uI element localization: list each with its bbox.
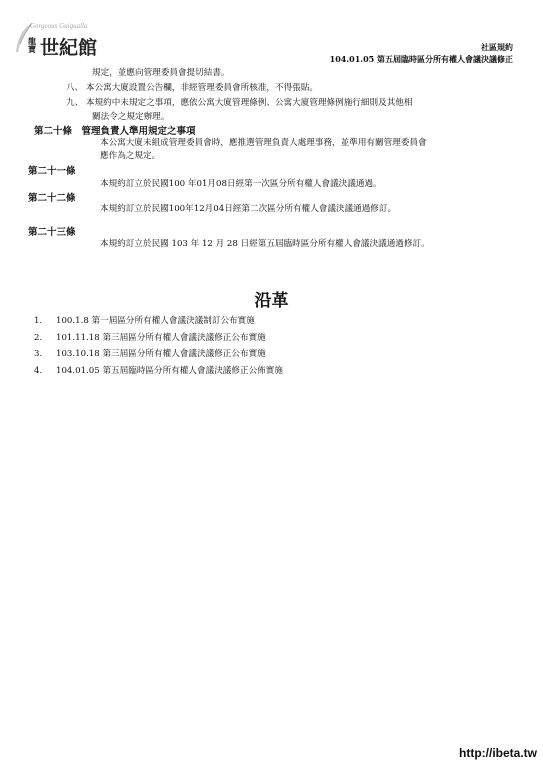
history-item-text: 100.1.8 第一屆區分所有權人會議決議制訂公布實施 <box>56 316 255 326</box>
history-item-number: 4. <box>34 366 43 376</box>
history-item-number: 3. <box>34 349 43 359</box>
clause-8: 八、 本公寓大廈設置公告欄，非經管理委員會所核准，不得張貼。 <box>66 83 318 93</box>
history-item-text: 104.01.05 第五屆臨時區分所有權人會議決議修正公佈實施 <box>56 366 283 376</box>
history-item-number: 1. <box>34 316 43 326</box>
clause-9-cont: 關法令之規定辦理。 <box>92 112 170 122</box>
logo-brand-small: 龍寶 <box>28 36 36 54</box>
logo <box>12 22 102 59</box>
history-item <box>34 314 255 326</box>
header-doc-type: 社區規約 <box>481 42 513 52</box>
logo-brand: 世紀館 <box>40 37 98 59</box>
article-20-text-cont: 應作為之規定。 <box>100 151 161 161</box>
article-23-title: 第二十三條 <box>28 227 76 238</box>
article-23-text: 本規約訂立於民國 103 年 12 月 28 日經第五屆臨時區分所有權人會議決議通過修訂。 <box>100 239 430 249</box>
article-21-title: 第二十一條 <box>28 166 76 177</box>
history-item <box>34 364 283 376</box>
article-22-text: 本規約訂立於民國100年12月04日經第二次區分所有權人會議決議通過修訂。 <box>100 204 397 214</box>
history-item-text: 101.11.18 第三屆區分所有權人會議決議修正公布實施 <box>56 333 266 343</box>
history-title: 沿革 <box>254 291 289 311</box>
header-revision: 104.01.05 第五屆臨時區分所有權人會議決議修正 <box>329 54 513 64</box>
history-item <box>34 347 266 359</box>
article-22-title: 第二十二條 <box>28 193 76 204</box>
history-item-number: 2. <box>34 333 43 343</box>
logo-script-text: Gorgeous Guigualla <box>30 22 88 30</box>
history-item <box>34 331 266 343</box>
article-21-text: 本規約訂立於民國100 年01月08日經第一次區分所有權人會議決議通過。 <box>100 179 382 189</box>
article-20-text: 本公寓大廈未組成管理委員會時，應推選管理負責人處理事務，並準用有關管理委員會 <box>100 138 427 148</box>
history-item-text: 103.10.18 第三屆區分所有權人會議決議修正公布實施 <box>56 349 266 359</box>
clause-9: 九、 本規約中未規定之事項，應依公寓大廈管理條例、公寓大廈管理條例施行細則及其他相 <box>66 98 413 108</box>
body-line: 規定，並應向管理委員會提切結書。 <box>92 68 230 78</box>
watermark-url: http://ibeta.tw <box>459 746 537 760</box>
article-20-title: 第二十條 管理負責人準用規定之事項 <box>34 126 196 137</box>
